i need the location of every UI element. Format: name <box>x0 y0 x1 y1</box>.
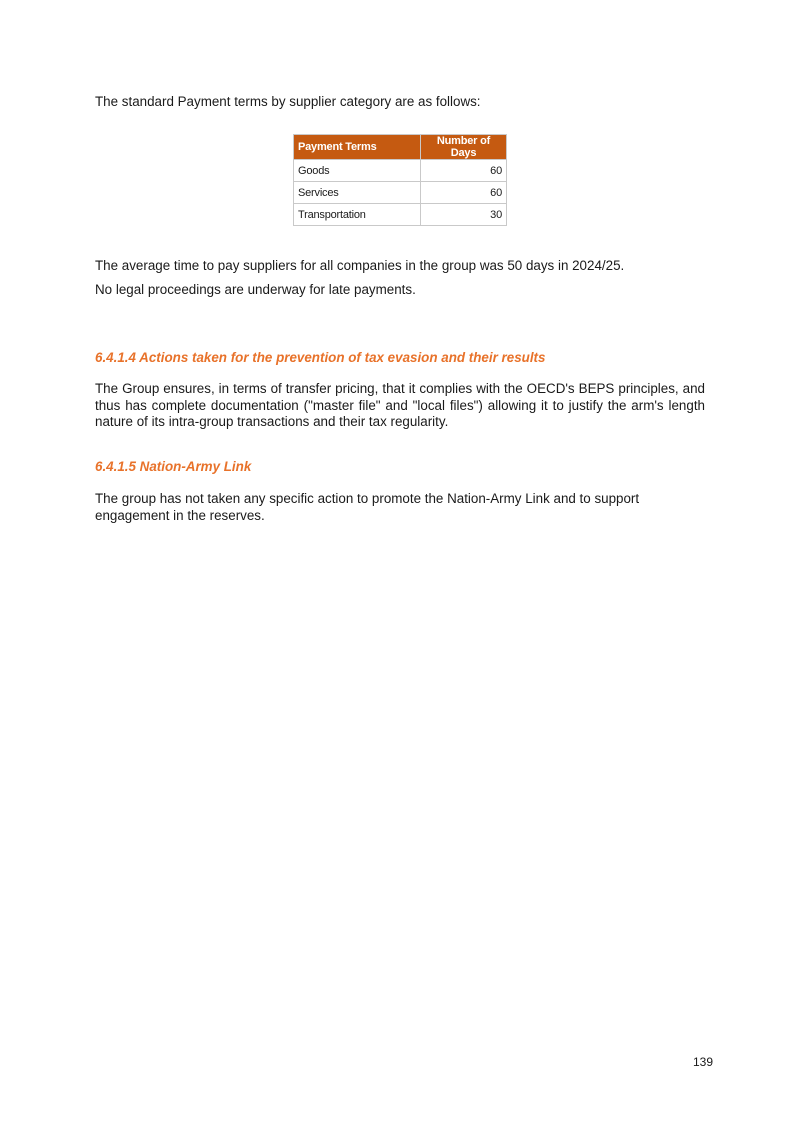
table-cell-days: 30 <box>421 204 507 226</box>
section-heading-tax-evasion: 6.4.1.4 Actions taken for the prevention of tax evasion and their results <box>95 350 546 365</box>
table-header-row <box>294 135 507 160</box>
table-row <box>294 160 507 182</box>
table-cell-category: Goods <box>294 160 421 182</box>
intro-paragraph: The standard Payment terms by supplier category are as follows: <box>95 94 481 109</box>
legal-proceedings-paragraph: No legal proceedings are underway for late payments. <box>95 282 416 297</box>
table-row <box>294 182 507 204</box>
average-payment-paragraph: The average time to pay suppliers for all companies in the group was 50 days in 2024/25. <box>95 258 625 273</box>
section-heading-nation-army: 6.4.1.5 Nation-Army Link <box>95 459 252 474</box>
payment-terms-table <box>293 134 507 226</box>
column-header-number-of-days: Number of Days <box>421 135 507 160</box>
table-row <box>294 204 507 226</box>
page-number: 139 <box>693 1055 714 1069</box>
nation-army-paragraph: The group has not taken any specific action to promote the Nation-Army Link and to support engagement in the reserves. <box>95 491 640 523</box>
tax-evasion-paragraph: The Group ensures, in terms of transfer pricing, that it complies with the OECD's BEPS principles, and thus has complete documentation ("master file" and "local files") allowing it to justify the arm's length nature of its intra-group transactions and their tax regularity. <box>95 381 705 429</box>
table-cell-days: 60 <box>421 160 507 182</box>
table-cell-category: Services <box>294 182 421 204</box>
table-cell-days: 60 <box>421 182 507 204</box>
table-cell-category: Transportation <box>294 204 421 226</box>
column-header-payment-terms: Payment Terms <box>294 135 421 160</box>
